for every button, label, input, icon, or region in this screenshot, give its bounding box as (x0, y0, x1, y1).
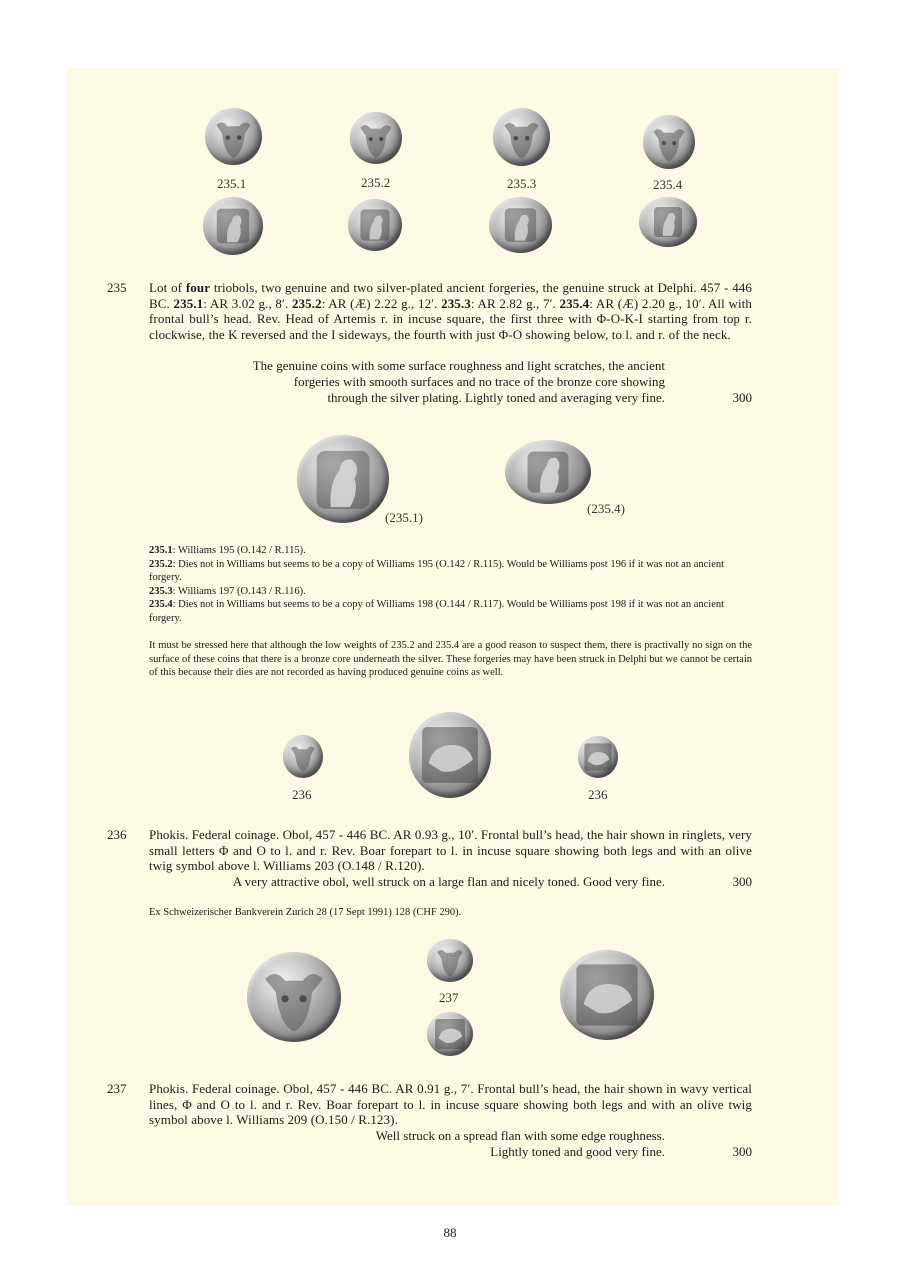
lot-235-condition-line-1: The genuine coins with some surface roughness and light scratches, the ancient (252, 358, 665, 373)
coin-235-3-obverse (493, 108, 550, 166)
lot-235-s2-label: 235.2 (291, 295, 322, 311)
coin-237-reverse-enlarged (560, 950, 654, 1040)
coin-235-1-enlarged (297, 435, 389, 523)
lot-235-count: four (185, 280, 211, 295)
caption-235-2: 235.2 (361, 175, 391, 190)
lot-235-price: 300 (732, 390, 752, 405)
lot-235-condition-line-3: through the silver plating. Lightly toned and averaging very fine. (327, 390, 665, 405)
coin-235-4-obverse (643, 115, 695, 169)
lot-235-s4-label: 235.4 (559, 295, 590, 311)
note-235-4: 235.4: Dies not in Williams but seems to be a copy of Williams 198 (O.144 / R.117). Would be Williams post 198 if it was not an ancient forgery. (149, 599, 725, 624)
lot-236-number: 236 (107, 827, 127, 842)
lot-235-s3-label: 235.3 (441, 295, 471, 311)
lot-235-description: Lot of four triobols, two genuine and two silver-plated ancient forgeries, the genuine struck at Delphi. 457 - 446 BC. 235.1: AR 3.02 g., 8′. 235.2: AR (Æ) 2.22 g., 12′. 235.3: AR 2.82 g., 7′. 235.4: AR (Æ) 2.20 g., 10′. All with frontal bull’s head. Rev. Head of Artemis r. in incuse square, the first three with Φ-O-K-I starting from top r. clockwise, the K reversed and the I sideways, the fourth with just Φ-O showing below, to l. and r. of the neck. (149, 280, 752, 342)
coin-236-obverse (283, 735, 323, 778)
lot-235-notes (149, 544, 752, 625)
lot-236-price: 300 (732, 874, 752, 889)
lot-236-condition: A very attractive obol, well struck on a large flan and nicely toned. Good very fine. (232, 874, 665, 889)
note-235-3: 235.3: Williams 197 (O.143 / R.116). (149, 585, 306, 597)
lot-237-price: 300 (732, 1144, 752, 1159)
coin-237-obverse (427, 939, 473, 982)
note-235-2: 235.2: Dies not in Williams but seems to be a copy of Williams 195 (O.142 / R.115). Would be Williams post 196 if it was not an ancient forgery. (149, 558, 725, 583)
lot-236-description: Phokis. Federal coinage. Obol, 457 - 446 BC. AR 0.93 g., 10′. Frontal bull’s head, the hair shown in ringlets, very small letters Φ and O to l. and r. Rev. Boar forepart to l. in incuse square showing both legs and with an olive twig symbol above l. Williams 203 (O.148 / R.120). (149, 827, 752, 873)
lot-235-number: 235 (107, 280, 127, 295)
caption-236-right: 236 (588, 787, 608, 802)
coin-237-obverse-enlarged (247, 952, 341, 1042)
coin-235-2-reverse (348, 199, 402, 251)
coin-235-1-reverse (203, 197, 263, 255)
lot-235-s1-label: 235.1 (173, 295, 204, 311)
coin-235-2-obverse (350, 112, 402, 164)
coin-236-reverse-enlarged (409, 712, 491, 798)
lot-237-condition-line-1: Well struck on a spread flan with some edge roughness. (375, 1128, 665, 1143)
caption-enlarged-235-4: (235.4) (587, 501, 625, 516)
lot-237-condition-line-2: Lightly toned and good very fine. (490, 1144, 665, 1159)
coin-235-4-enlarged (505, 440, 591, 504)
caption-235-1: 235.1 (217, 176, 247, 191)
coin-236-reverse (578, 736, 618, 778)
caption-235-3: 235.3 (507, 176, 537, 191)
lot-235-commentary: It must be stressed here that although the low weights of 235.2 and 235.4 are a good reason to suspect them, there is practivally no sign on the surface of these coins that there is a bronze core underneath the silver. These forgeries may have been struck in Delphi but we cannot be certain of this because their dies are not recorded as having produced genuine coins as well. (149, 640, 752, 678)
caption-enlarged-235-1: (235.1) (385, 510, 423, 525)
caption-236-left: 236 (292, 787, 312, 802)
page-number: 88 (443, 1225, 457, 1240)
note-235-1: 235.1: Williams 195 (O.142 / R.115). (149, 545, 306, 556)
lot-237-description: Phokis. Federal coinage. Obol, 457 - 446 BC. AR 0.91 g., 7′. Frontal bull’s head, the hair shown in wavy vertical lines, Φ and O to l. and r. Rev. Boar forepart to l. in incuse square showing both legs and with an olive twig symbol above l. Williams 209 (O.150 / R.123). (149, 1081, 752, 1127)
caption-237: 237 (439, 990, 459, 1005)
lot-237-number: 237 (107, 1081, 127, 1096)
lot-236-provenance: Ex Schweizerischer Bankverein Zurich 28 (17 Sept 1991) 128 (CHF 290). (149, 907, 462, 918)
coin-235-1-obverse (205, 108, 262, 165)
coin-237-reverse (427, 1012, 473, 1056)
lot-235-condition-line-2: forgeries with smooth surfaces and no trace of the bronze core showing (293, 374, 665, 389)
caption-235-4: 235.4 (653, 177, 683, 192)
coin-235-3-reverse (489, 197, 552, 253)
coin-235-4-reverse (639, 197, 697, 247)
